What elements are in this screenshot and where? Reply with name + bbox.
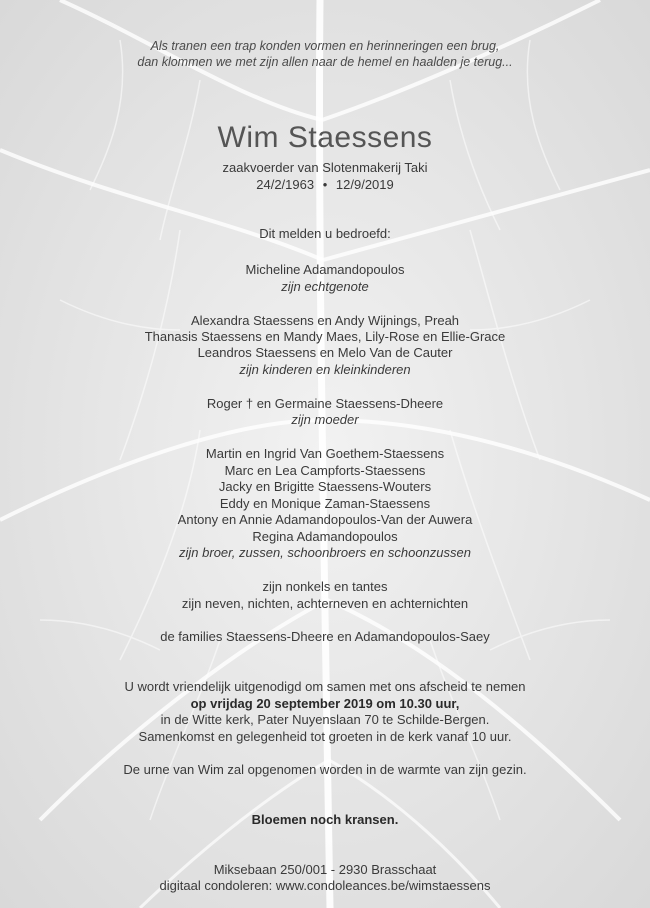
sibling-line: Eddy en Monique Zaman-Staessens	[219, 496, 431, 511]
children-line: Thanasis Staessens en Mandy Maes, Lily-Rose en Ellie-Grace	[144, 329, 506, 344]
ceremony-location: in de Witte kerk, Pater Nuyenslaan 70 te Schilde-Bergen.	[160, 712, 490, 727]
flowers-notice: Bloemen noch kransen.	[251, 812, 399, 827]
spouse-name: Micheline Adamandopoulos	[245, 262, 405, 277]
children-relation: zijn kinderen en kleinkinderen	[239, 362, 411, 377]
motto-line-1: Als tranen een trap konden vormen en herinneringen een brug,	[150, 39, 500, 53]
extended-family-line-2: zijn neven, nichten, achterneven en achternichten	[181, 596, 469, 611]
ceremony-date: op vrijdag 20 september 2019 om 10.30 uur,	[190, 696, 460, 711]
death-date: 12/9/2019	[335, 177, 394, 192]
families-line: de families Staessens-Dheere en Adamandopoulos-Saey	[160, 629, 490, 644]
motto-line-2: dan klommen we met zijn allen naar de hemel en haalden je terug...	[137, 55, 513, 69]
siblings-relation: zijn broer, zussen, schoonbroers en schoonzussen	[179, 545, 471, 560]
urn-notice: De urne van Wim zal opgenomen worden in de warmte van zijn gezin.	[123, 762, 527, 777]
sibling-line: Martin en Ingrid Van Goethem-Staessens	[205, 446, 445, 461]
birth-date: 24/2/1963	[256, 177, 315, 192]
parents-name: Roger † en Germaine Staessens-Dheere	[206, 396, 444, 411]
sibling-line: Marc en Lea Campforts-Staessens	[224, 463, 426, 478]
deceased-role: zaakvoerder van Slotenmakerij Taki	[222, 160, 428, 175]
life-dates	[0, 177, 650, 193]
sibling-line: Antony en Annie Adamandopoulos-Van der Auwera	[177, 512, 473, 527]
parents-relation: zijn moeder	[291, 412, 359, 427]
ceremony-invite: U wordt vriendelijk uitgenodigd om samen met ons afscheid te nemen	[124, 679, 526, 694]
sibling-line: Jacky en Brigitte Staessens-Wouters	[218, 479, 432, 494]
deceased-name: Wim Staessens	[217, 121, 433, 154]
sibling-line: Regina Adamandopoulos	[252, 529, 398, 544]
children-line: Leandros Staessens en Melo Van de Cauter	[197, 345, 453, 360]
extended-family-line-1: zijn nonkels en tantes	[262, 579, 388, 594]
date-separator: •	[322, 177, 328, 192]
contact-address: Miksebaan 250/001 - 2930 Brasschaat	[213, 862, 437, 877]
spouse-relation: zijn echtgenote	[281, 279, 369, 294]
children-line: Alexandra Staessens en Andy Wijnings, Preah	[190, 313, 460, 328]
announcement: Dit melden u bedroefd:	[259, 226, 391, 241]
ceremony-gathering: Samenkomst en gelegenheid tot groeten in de kerk vanaf 10 uur.	[138, 729, 512, 744]
condolence-link[interactable]: digitaal condoleren: www.condoleances.be/wimstaessens	[159, 878, 491, 893]
